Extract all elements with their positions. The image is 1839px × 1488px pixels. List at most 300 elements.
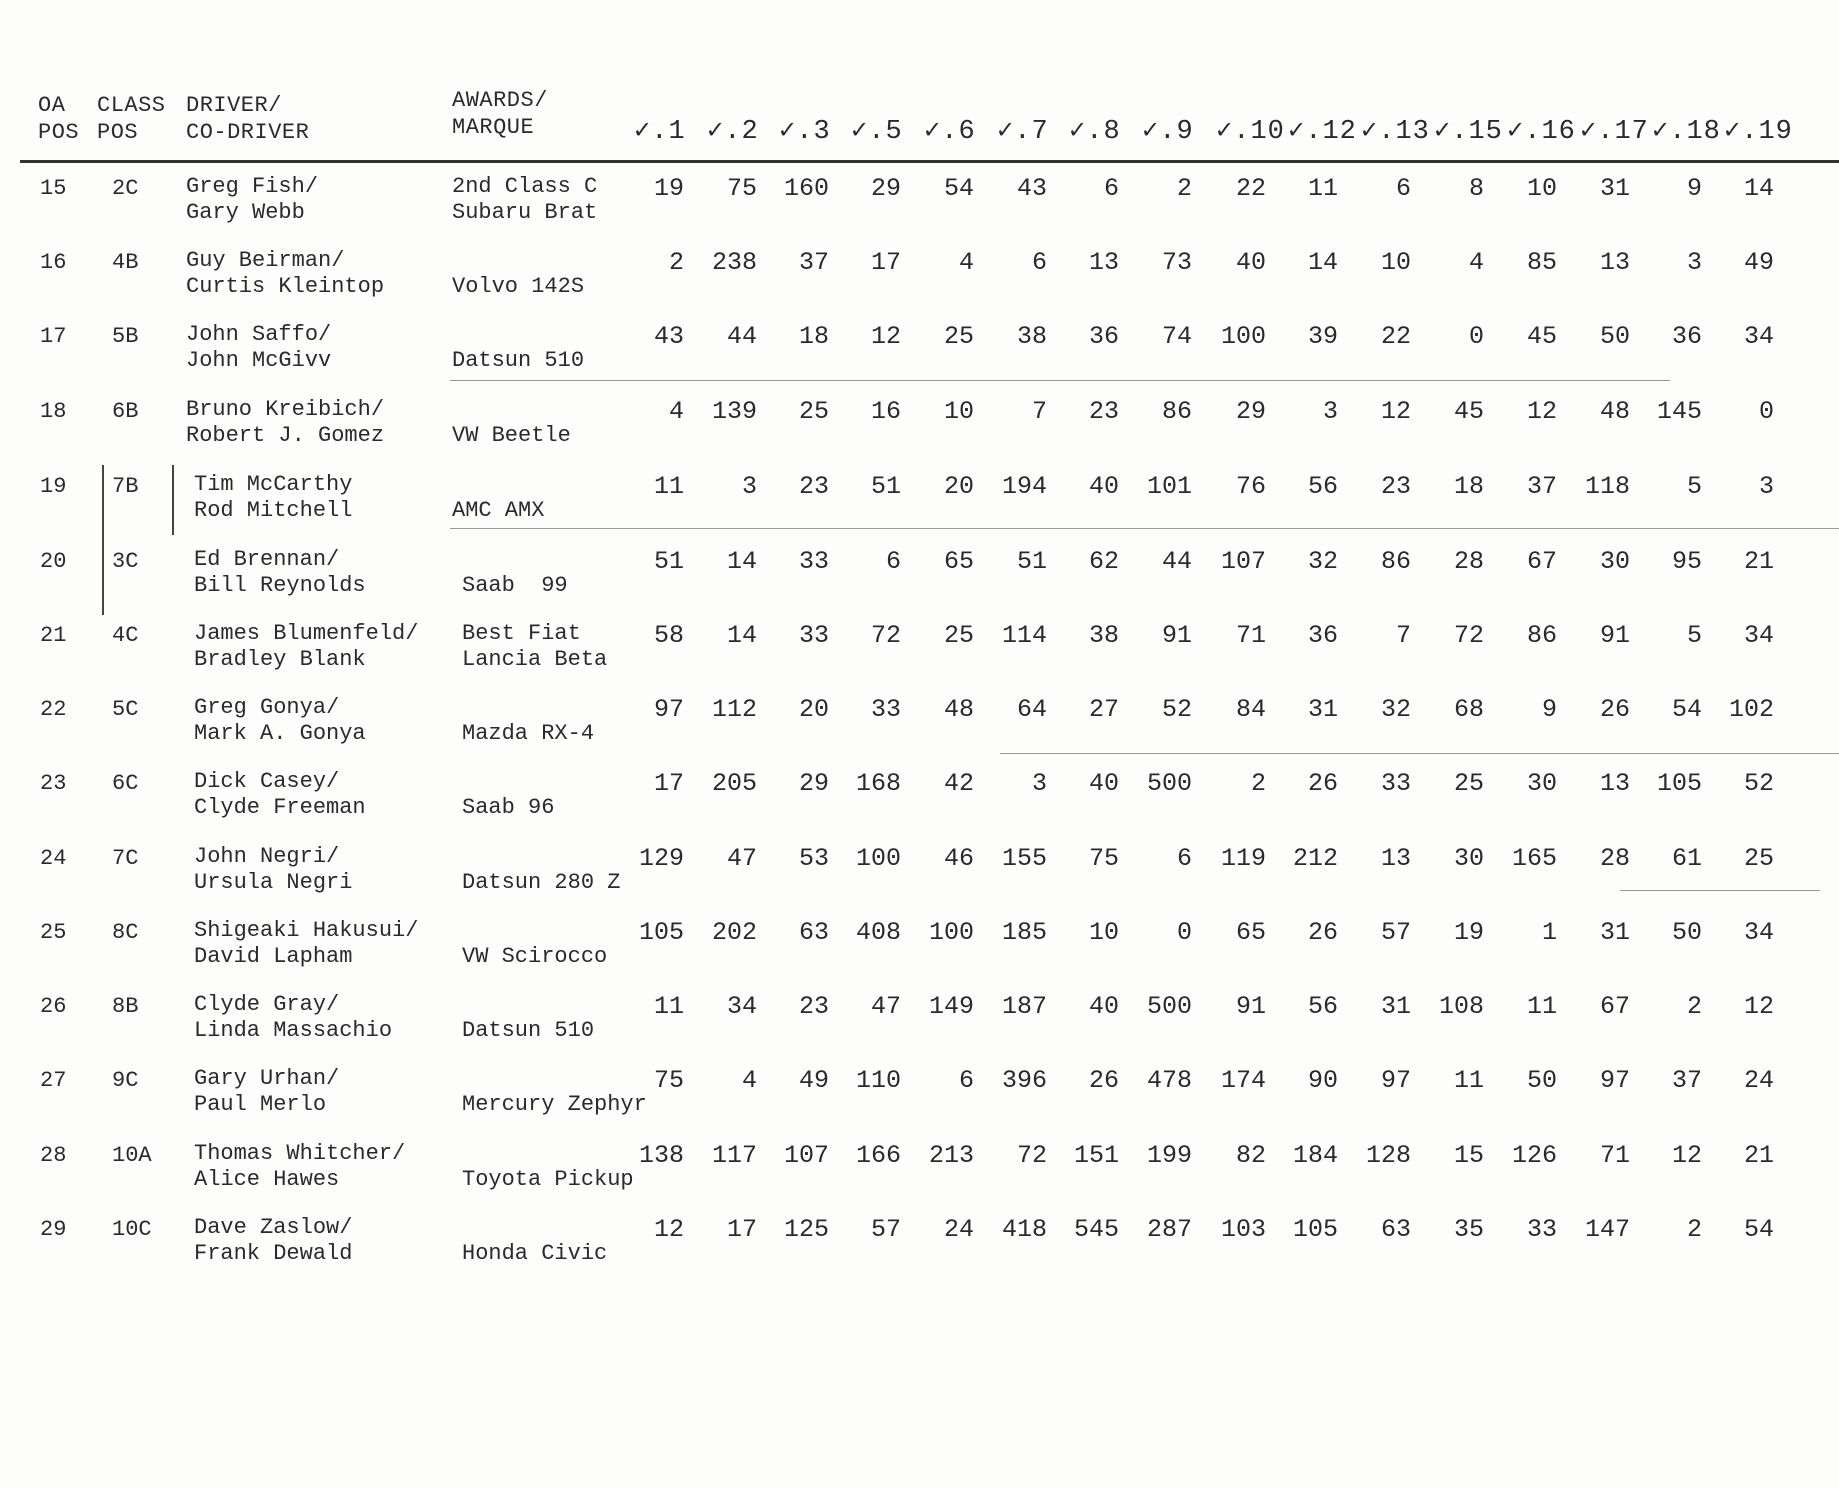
table-row [0, 1062, 1839, 1136]
header-checkpoint: ✓.5 [851, 117, 903, 147]
oa-pos: 19 [40, 474, 67, 499]
score-cell: 2 [1686, 1215, 1702, 1244]
header-checkpoint: ✓.8 [1069, 117, 1121, 147]
score-cell: 418 [1001, 1215, 1047, 1244]
score-cell: 11 [653, 472, 684, 501]
header-checkpoint: ✓.12 [1288, 117, 1357, 147]
score-cell: 101 [1146, 472, 1192, 501]
score-cell: 110 [855, 1066, 901, 1095]
score-cell: 500 [1146, 992, 1192, 1021]
score-cell: 91 [1599, 621, 1630, 650]
margin-mark [172, 465, 174, 535]
score-cell: 62 [1088, 547, 1119, 576]
score-cell: 37 [1671, 1066, 1702, 1095]
class-pos: 2C [112, 176, 139, 201]
score-cell: 67 [1526, 547, 1557, 576]
score-cell: 97 [1599, 1066, 1630, 1095]
score-cell: 72 [1453, 621, 1484, 650]
score-cell: 19 [653, 174, 684, 203]
score-cell: 38 [1016, 322, 1047, 351]
driver-name: James Blumenfeld/ [194, 621, 419, 646]
score-cell: 5 [1686, 621, 1702, 650]
marque-text: Mercury Zephyr [462, 1092, 647, 1117]
score-cell: 30 [1599, 547, 1630, 576]
score-cell: 26 [1307, 918, 1338, 947]
score-cell: 160 [783, 174, 829, 203]
class-pos: 10A [112, 1143, 152, 1168]
score-cell: 12 [1743, 992, 1774, 1021]
score-cell: 22 [1235, 174, 1266, 203]
score-cell: 25 [1743, 844, 1774, 873]
score-cell: 14 [726, 621, 757, 650]
codriver-name: Ursula Negri [194, 870, 353, 895]
score-cell: 2 [1250, 769, 1266, 798]
marque-text: Datsun 510 [462, 1018, 595, 1043]
score-cell: 31 [1599, 918, 1630, 947]
score-cell: 0 [1176, 918, 1192, 947]
score-cell: 36 [1307, 621, 1338, 650]
header-checkpoint: ✓.17 [1580, 117, 1649, 147]
score-cell: 168 [855, 769, 901, 798]
oa-pos: 16 [40, 250, 67, 275]
score-cell: 396 [1001, 1066, 1047, 1095]
score-cell: 105 [1292, 1215, 1338, 1244]
score-cell: 238 [711, 248, 757, 277]
header-awards: AWARDS/ MARQUE [452, 88, 548, 140]
driver-name: Ed Brennan/ [194, 547, 340, 572]
score-cell: 23 [798, 472, 829, 501]
score-cell: 51 [653, 547, 684, 576]
score-cell: 21 [1743, 547, 1774, 576]
score-cell: 18 [1453, 472, 1484, 501]
score-cell: 112 [711, 695, 757, 724]
table-row [0, 170, 1839, 244]
class-pos: 5C [112, 697, 139, 722]
score-cell: 34 [726, 992, 757, 1021]
driver-name: Gary Urhan/ [194, 1066, 340, 1091]
score-cell: 54 [943, 174, 974, 203]
score-cell: 49 [1743, 248, 1774, 277]
score-cell: 63 [1380, 1215, 1411, 1244]
score-cell: 129 [638, 844, 684, 873]
codriver-name: Bill Reynolds [194, 573, 366, 598]
score-cell: 37 [798, 248, 829, 277]
class-pos: 6B [112, 399, 139, 424]
score-cell: 56 [1307, 472, 1338, 501]
score-cell: 147 [1584, 1215, 1630, 1244]
codriver-name: Bradley Blank [194, 647, 366, 672]
score-cell: 64 [1016, 695, 1047, 724]
score-cell: 31 [1380, 992, 1411, 1021]
score-cell: 86 [1526, 621, 1557, 650]
score-cell: 14 [1307, 248, 1338, 277]
score-cell: 86 [1161, 397, 1192, 426]
score-cell: 54 [1671, 695, 1702, 724]
score-cell: 100 [928, 918, 974, 947]
oa-pos: 28 [40, 1143, 67, 1168]
score-cell: 26 [1088, 1066, 1119, 1095]
score-cell: 10 [1088, 918, 1119, 947]
score-cell: 43 [653, 322, 684, 351]
marque-text: Mazda RX-4 [462, 721, 595, 746]
score-cell: 408 [855, 918, 901, 947]
score-cell: 57 [870, 1215, 901, 1244]
codriver-name: Clyde Freeman [194, 795, 366, 820]
score-cell: 48 [943, 695, 974, 724]
separator-line [1620, 890, 1820, 891]
score-cell: 47 [726, 844, 757, 873]
header-oa-pos: OA POS [38, 93, 80, 145]
score-cell: 12 [870, 322, 901, 351]
marque-text: VW Scirocco [462, 944, 608, 969]
header-checkpoint: ✓.15 [1434, 117, 1503, 147]
score-cell: 32 [1307, 547, 1338, 576]
score-cell: 14 [726, 547, 757, 576]
class-pos: 7C [112, 846, 139, 871]
score-cell: 139 [711, 397, 757, 426]
score-cell: 24 [943, 1215, 974, 1244]
score-cell: 90 [1307, 1066, 1338, 1095]
score-cell: 6 [1031, 248, 1047, 277]
score-cell: 26 [1307, 769, 1338, 798]
driver-name: Thomas Whitcher/ [194, 1141, 406, 1166]
score-cell: 174 [1220, 1066, 1266, 1095]
score-cell: 114 [1001, 621, 1047, 650]
header-checkpoint: ✓.13 [1361, 117, 1430, 147]
score-cell: 212 [1292, 844, 1338, 873]
score-cell: 33 [870, 695, 901, 724]
score-cell: 4 [741, 1066, 757, 1095]
codriver-name: Paul Merlo [194, 1092, 327, 1117]
score-cell: 68 [1453, 695, 1484, 724]
oa-pos: 22 [40, 697, 67, 722]
codriver-name: Gary Webb [186, 200, 305, 225]
class-pos: 8C [112, 920, 139, 945]
score-cell: 202 [711, 918, 757, 947]
header-checkpoint: ✓.10 [1216, 117, 1285, 147]
marque-text: VW Beetle [452, 423, 571, 448]
driver-name: Shigeaki Hakusui/ [194, 918, 419, 943]
score-cell: 17 [726, 1215, 757, 1244]
score-cell: 25 [943, 621, 974, 650]
score-cell: 17 [870, 248, 901, 277]
header-checkpoint: ✓.19 [1724, 117, 1793, 147]
marque-text: Datsun 510 [452, 348, 585, 373]
score-cell: 51 [1016, 547, 1047, 576]
score-cell: 97 [1380, 1066, 1411, 1095]
table-row [0, 840, 1839, 914]
score-cell: 72 [1016, 1141, 1047, 1170]
score-cell: 185 [1001, 918, 1047, 947]
separator-line [1000, 753, 1839, 754]
oa-pos: 29 [40, 1217, 67, 1242]
driver-name: Guy Beirman/ [186, 248, 345, 273]
score-cell: 145 [1656, 397, 1702, 426]
marque-text: Subaru Brat [452, 200, 598, 225]
header-checkpoint: ✓.18 [1652, 117, 1721, 147]
score-cell: 21 [1743, 1141, 1774, 1170]
score-cell: 151 [1073, 1141, 1119, 1170]
score-cell: 30 [1526, 769, 1557, 798]
score-cell: 10 [1380, 248, 1411, 277]
score-cell: 0 [1758, 397, 1774, 426]
score-cell: 184 [1292, 1141, 1338, 1170]
score-cell: 100 [1220, 322, 1266, 351]
codriver-name: Alice Hawes [194, 1167, 340, 1192]
score-cell: 61 [1671, 844, 1702, 873]
marque-text: Datsun 280 Z [462, 870, 621, 895]
score-cell: 10 [943, 397, 974, 426]
score-cell: 11 [1307, 174, 1338, 203]
score-cell: 57 [1380, 918, 1411, 947]
score-cell: 27 [1088, 695, 1119, 724]
score-cell: 45 [1526, 322, 1557, 351]
score-cell: 56 [1307, 992, 1338, 1021]
score-cell: 128 [1365, 1141, 1411, 1170]
score-cell: 23 [798, 992, 829, 1021]
score-cell: 20 [798, 695, 829, 724]
score-cell: 5 [1686, 472, 1702, 501]
score-cell: 18 [798, 322, 829, 351]
score-cell: 23 [1088, 397, 1119, 426]
class-pos: 10C [112, 1217, 152, 1242]
score-cell: 33 [1380, 769, 1411, 798]
score-cell: 73 [1161, 248, 1192, 277]
score-cell: 12 [1671, 1141, 1702, 1170]
score-cell: 34 [1743, 621, 1774, 650]
score-cell: 478 [1146, 1066, 1192, 1095]
score-cell: 3 [741, 472, 757, 501]
score-cell: 30 [1453, 844, 1484, 873]
score-cell: 12 [1380, 397, 1411, 426]
marque-text: Honda Civic [462, 1241, 608, 1266]
score-cell: 33 [798, 621, 829, 650]
score-cell: 213 [928, 1141, 974, 1170]
score-cell: 50 [1671, 918, 1702, 947]
score-cell: 13 [1088, 248, 1119, 277]
driver-name: Bruno Kreibich/ [186, 397, 385, 422]
score-cell: 86 [1380, 547, 1411, 576]
score-cell: 3 [1322, 397, 1338, 426]
header-checkpoint: ✓.16 [1507, 117, 1576, 147]
score-cell: 37 [1526, 472, 1557, 501]
score-cell: 20 [943, 472, 974, 501]
score-cell: 6 [1176, 844, 1192, 873]
score-cell: 48 [1599, 397, 1630, 426]
header-checkpoint: ✓.2 [707, 117, 759, 147]
score-cell: 24 [1743, 1066, 1774, 1095]
score-cell: 11 [1453, 1066, 1484, 1095]
marque-text: Saab 99 [462, 573, 568, 598]
table-row [0, 914, 1839, 988]
driver-name: Dick Casey/ [194, 769, 340, 794]
score-cell: 91 [1161, 621, 1192, 650]
oa-pos: 15 [40, 176, 67, 201]
table-header [0, 88, 1839, 162]
score-cell: 28 [1453, 547, 1484, 576]
score-cell: 9 [1541, 695, 1557, 724]
oa-pos: 27 [40, 1068, 67, 1093]
score-cell: 194 [1001, 472, 1047, 501]
score-cell: 8 [1468, 174, 1484, 203]
header-driver: DRIVER/ CO-DRIVER [186, 93, 310, 145]
score-cell: 155 [1001, 844, 1047, 873]
score-cell: 11 [1526, 992, 1557, 1021]
score-cell: 2 [1176, 174, 1192, 203]
table-row [0, 393, 1839, 467]
score-cell: 3 [1031, 769, 1047, 798]
header-checkpoint: ✓.6 [924, 117, 976, 147]
driver-name: Clyde Gray/ [194, 992, 340, 1017]
score-cell: 51 [870, 472, 901, 501]
score-cell: 31 [1307, 695, 1338, 724]
score-cell: 23 [1380, 472, 1411, 501]
codriver-name: Linda Massachio [194, 1018, 393, 1043]
score-cell: 52 [1743, 769, 1774, 798]
score-cell: 25 [943, 322, 974, 351]
table-row [0, 988, 1839, 1062]
score-cell: 105 [1656, 769, 1702, 798]
score-cell: 108 [1438, 992, 1484, 1021]
score-cell: 17 [653, 769, 684, 798]
score-cell: 205 [711, 769, 757, 798]
table-row [0, 468, 1839, 542]
score-cell: 40 [1235, 248, 1266, 277]
score-cell: 67 [1599, 992, 1630, 1021]
score-cell: 75 [726, 174, 757, 203]
score-cell: 165 [1511, 844, 1557, 873]
score-cell: 12 [653, 1215, 684, 1244]
oa-pos: 23 [40, 771, 67, 796]
score-cell: 34 [1743, 918, 1774, 947]
score-cell: 500 [1146, 769, 1192, 798]
score-cell: 287 [1146, 1215, 1192, 1244]
score-cell: 15 [1453, 1141, 1484, 1170]
score-cell: 97 [653, 695, 684, 724]
score-cell: 13 [1380, 844, 1411, 873]
score-cell: 3 [1686, 248, 1702, 277]
score-cell: 103 [1220, 1215, 1266, 1244]
score-cell: 63 [798, 918, 829, 947]
score-cell: 31 [1599, 174, 1630, 203]
margin-mark [102, 465, 104, 615]
class-pos: 5B [112, 324, 139, 349]
score-cell: 199 [1146, 1141, 1192, 1170]
score-cell: 117 [711, 1141, 757, 1170]
header-checkpoint: ✓.3 [779, 117, 831, 147]
score-cell: 6 [885, 547, 901, 576]
separator-line [450, 380, 1670, 381]
oa-pos: 20 [40, 549, 67, 574]
class-pos: 9C [112, 1068, 139, 1093]
marque-text: AMC AMX [452, 498, 545, 523]
codriver-name: Curtis Kleintop [186, 274, 385, 299]
score-cell: 45 [1453, 397, 1484, 426]
score-cell: 32 [1380, 695, 1411, 724]
table-row [0, 1137, 1839, 1211]
score-cell: 138 [638, 1141, 684, 1170]
score-cell: 545 [1073, 1215, 1119, 1244]
marque-text: Toyota Pickup [462, 1167, 634, 1192]
score-cell: 105 [638, 918, 684, 947]
score-cell: 44 [1161, 547, 1192, 576]
score-cell: 49 [798, 1066, 829, 1095]
score-cell: 46 [943, 844, 974, 873]
table-row [0, 543, 1839, 617]
separator-line [450, 528, 1839, 529]
score-cell: 40 [1088, 769, 1119, 798]
class-pos: 3C [112, 549, 139, 574]
score-cell: 42 [943, 769, 974, 798]
score-cell: 38 [1088, 621, 1119, 650]
oa-pos: 18 [40, 399, 67, 424]
score-cell: 40 [1088, 472, 1119, 501]
score-cell: 84 [1235, 695, 1266, 724]
score-cell: 25 [1453, 769, 1484, 798]
codriver-name: Rod Mitchell [194, 498, 353, 523]
score-cell: 118 [1584, 472, 1630, 501]
score-cell: 13 [1599, 769, 1630, 798]
class-pos: 7B [112, 474, 139, 499]
award-text: 2nd Class C [452, 174, 598, 199]
score-cell: 102 [1728, 695, 1774, 724]
header-checkpoint: ✓.7 [997, 117, 1049, 147]
score-cell: 65 [1235, 918, 1266, 947]
score-cell: 12 [1526, 397, 1557, 426]
driver-name: Greg Gonya/ [194, 695, 340, 720]
score-cell: 100 [855, 844, 901, 873]
score-cell: 54 [1743, 1215, 1774, 1244]
score-cell: 33 [798, 547, 829, 576]
score-cell: 40 [1088, 992, 1119, 1021]
marque-text: Saab 96 [462, 795, 555, 820]
score-cell: 166 [855, 1141, 901, 1170]
score-cell: 2 [1686, 992, 1702, 1021]
class-pos: 8B [112, 994, 139, 1019]
score-cell: 119 [1220, 844, 1266, 873]
driver-name: Greg Fish/ [186, 174, 319, 199]
oa-pos: 17 [40, 324, 67, 349]
score-cell: 4 [958, 248, 974, 277]
award-text: Best Fiat [462, 621, 581, 646]
class-pos: 4B [112, 250, 139, 275]
oa-pos: 25 [40, 920, 67, 945]
codriver-name: John McGivv [186, 348, 332, 373]
driver-name: John Saffo/ [186, 322, 332, 347]
score-cell: 7 [1031, 397, 1047, 426]
oa-pos: 26 [40, 994, 67, 1019]
score-cell: 85 [1526, 248, 1557, 277]
score-cell: 34 [1743, 322, 1774, 351]
score-cell: 3 [1758, 472, 1774, 501]
score-cell: 29 [798, 769, 829, 798]
score-cell: 29 [1235, 397, 1266, 426]
score-cell: 4 [668, 397, 684, 426]
header-checkpoint: ✓.1 [634, 117, 686, 147]
class-pos: 6C [112, 771, 139, 796]
driver-name: Tim McCarthy [194, 472, 353, 497]
score-cell: 6 [1103, 174, 1119, 203]
marque-text: Lancia Beta [462, 647, 608, 672]
score-cell: 53 [798, 844, 829, 873]
score-cell: 75 [653, 1066, 684, 1095]
score-cell: 4 [1468, 248, 1484, 277]
score-cell: 36 [1088, 322, 1119, 351]
codriver-name: Robert J. Gomez [186, 423, 385, 448]
table-row [0, 244, 1839, 318]
score-cell: 10 [1526, 174, 1557, 203]
table-row [0, 765, 1839, 839]
